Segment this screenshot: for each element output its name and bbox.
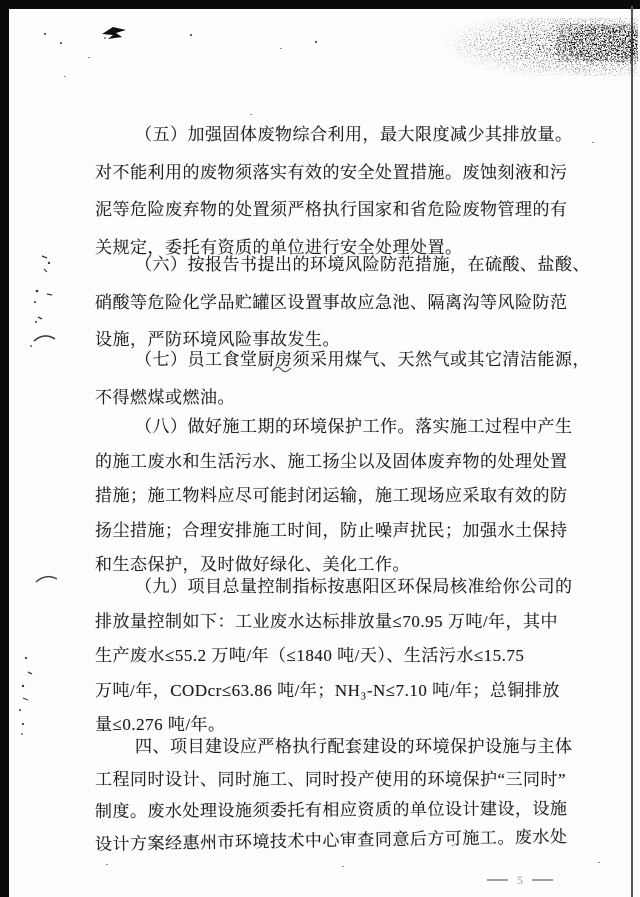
paragraph-item-9 bbox=[95, 570, 573, 743]
paragraph-item-7 bbox=[95, 341, 590, 416]
text-line: 和生态保护，及时做好绿化、美化工作。 bbox=[95, 555, 410, 574]
toner-dot bbox=[88, 57, 90, 58]
text-line: 量≤0.276 吨/年。 bbox=[95, 715, 226, 734]
toner-dot bbox=[598, 862, 600, 863]
page-number bbox=[487, 873, 553, 887]
text-line: 制度。废水处理设施须委托有相应资质的单位设计建设，设施 bbox=[94, 799, 568, 821]
toner-speckle-cloud-dense bbox=[556, 24, 638, 62]
toner-dot bbox=[592, 142, 594, 143]
text-line: 的施工废水和生活污水、施工扬尘以及固体废弃物的处理处置 bbox=[95, 451, 568, 471]
text-line: 万吨/年，CODcr≤63.86 吨/年；NH₃-N≤7.10 吨/年；总铜排放 bbox=[95, 680, 560, 700]
toner-dot bbox=[60, 42, 62, 44]
text-line: （六）按报告书提出的环境风险防范措施，在硫酸、盐酸、 bbox=[135, 255, 590, 274]
text-line: 排放量控制如下：工业废水达标排放量≤70.95 万吨/年，其中 bbox=[95, 611, 559, 631]
toner-dot bbox=[250, 114, 252, 115]
text-line: 硝酸等危险化学品贮罐区设置事故应急池、隔离沟等风险防范 bbox=[95, 292, 568, 312]
paragraph-item-5 bbox=[95, 116, 573, 266]
text-line: （七）员工食堂厨房须采用煤气、天然气或其它清洁能源， bbox=[135, 350, 590, 369]
text-line: 泥等危险废弃物的处置须严格执行国家和省危险废物管理的有 bbox=[95, 200, 568, 219]
page-number-dash-left bbox=[487, 879, 508, 881]
text-line: 生产废水≤55.2 万吨/年（≤1840 吨/天）、生活污水≤15.75 bbox=[95, 646, 525, 665]
text-line: 设计方案经惠州市环境技术中心审查同意后方可施工。废水处 bbox=[94, 826, 568, 854]
margin-smudge-lower bbox=[14, 648, 40, 740]
toner-dot bbox=[44, 33, 46, 35]
paragraph-item-8 bbox=[95, 410, 573, 583]
toner-dot bbox=[106, 864, 108, 865]
text-line: 设施，严防环境风险事故发生。 bbox=[95, 330, 340, 349]
page-edge-line-right bbox=[631, 6, 633, 897]
text-line: 扬尘措施；合理安排施工时间，防止噪声扰民；加强水土保持 bbox=[95, 520, 568, 540]
text-line: （九）项目总量控制指标按惠阳区环保局核准给你公司的 bbox=[135, 577, 573, 596]
text-line: 不得燃煤或燃油。 bbox=[95, 387, 235, 407]
page-number-value: 5 bbox=[517, 873, 523, 887]
scan-edge-left bbox=[0, 0, 9, 897]
paragraph-item-4 bbox=[95, 731, 573, 861]
toner-dot bbox=[280, 48, 282, 49]
text-line: （五）加强固体废物综合利用，最大限度减少其排放量。 bbox=[135, 125, 573, 144]
text-line: 对不能利用的废物须落实有效的安全处置措施。废蚀刻液和污 bbox=[95, 162, 568, 182]
text-line: 措施；施工物料应尽可能封闭运输，施工现场应采取有效的防 bbox=[95, 486, 568, 505]
margin-smudge-upper bbox=[18, 248, 64, 358]
toner-dot bbox=[315, 41, 317, 43]
scan-edge-top bbox=[0, 0, 640, 9]
ink-blob-icon bbox=[100, 24, 130, 42]
toner-dot bbox=[64, 76, 66, 77]
toner-dot bbox=[342, 866, 344, 867]
text-line: （八）做好施工期的环境保护工作。落实施工过程中产生 bbox=[135, 417, 573, 436]
text-line: 工程同时设计、同时施工、同时投产使用的环境保护“三同时” bbox=[95, 769, 567, 789]
page-number-dash-right bbox=[532, 879, 553, 881]
margin-smudge-arc bbox=[34, 570, 60, 586]
toner-dot bbox=[190, 34, 192, 36]
text-line: 关规定，委托有资质的单位进行安全处理处置。 bbox=[95, 237, 463, 257]
text-line: 四、项目建设应严格执行配套建设的环境保护设施与主体 bbox=[135, 737, 573, 756]
